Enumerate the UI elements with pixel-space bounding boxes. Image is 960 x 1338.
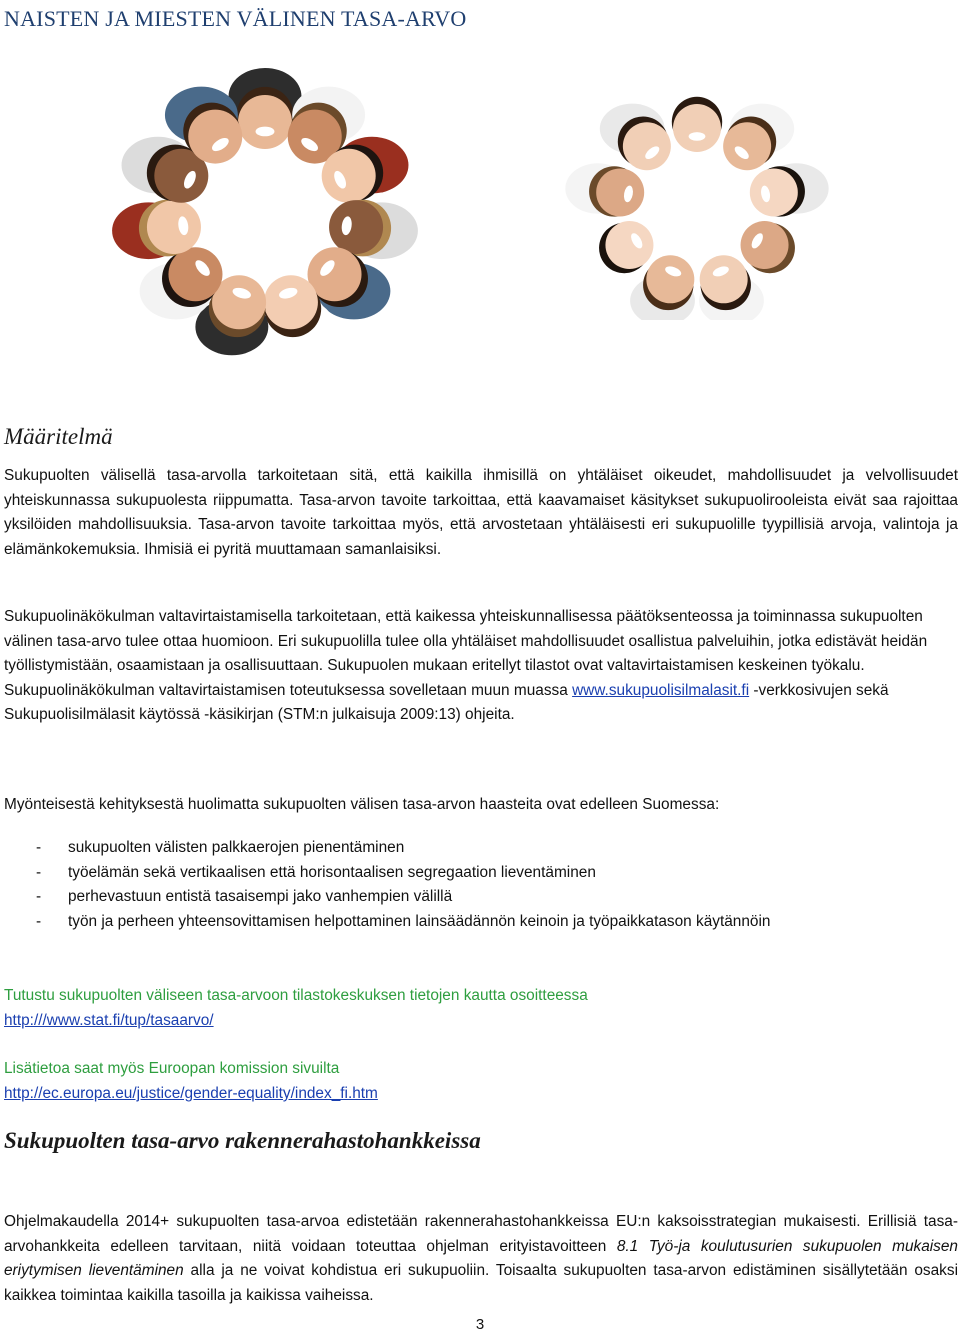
challenges-intro: Myönteisestä kehityksestä huolimatta sukupuolten välisen tasa-arvon haasteita ovat edelleen Suomessa: <box>4 796 720 813</box>
mainstreaming-paragraph <box>4 605 958 728</box>
structural-funds-paragraph: Ohjelmakaudella 2014+ sukupuolten tasa-arvoa edistetään rakennerahastohankkeissa EU:n kaksoisstrategian mukaisesti. Erillisiä tasa-arvohankkeita edelleen tarvitaan, niitä voidaan toteuttaa ohjelman erityistavoitteen 8.1 Työ-ja koulutusurien sukupuolen mukaisen eriytymisen lieventäminen alla ja ne voivat kohdistua eri sukupuoliin. Toisaalta sukupuolten tasa-arvon edistäminen sisällytetään osaksi kaikkea toimintaa kaikilla tasoilla ja kaikissa vaiheissa. <box>4 1213 958 1304</box>
list-item: - sukupuolten välisten palkkaerojen pienentäminen <box>4 836 770 861</box>
list-item: - perhevastuun entistä tasaisempi jako vanhempien välillä <box>4 885 770 910</box>
definition-paragraph: Sukupuolten välisellä tasa-arvolla tarkoitetaan sitä, että kaikilla ihmisillä on yhtäläiset oikeudet, mahdollisuudet ja velvollisuudet yhteiskunnassa sukupuolesta riippumatta. Tasa-arvon tavoite tarkoittaa, että kaavamaiset käsitykset sukupuolirooleista eivät saa rajoittaa yksilöiden mahdollisuuksia. Tasa-arvon tavoite tarkoittaa myös, että arvostetaan yhtäläisesti eri sukupuolille tyypillisiä arvoja, valintoja ja elämänkokemuksia. Ihmisiä ei pyritä muuttamaan samanlaisiksi. <box>4 467 958 558</box>
bullet-dash: - <box>36 912 42 930</box>
mainstreaming-text-start: Sukupuolinäkökulman valtavirtaistamisella tarkoitetaan, että kaikessa yhteiskunnallisessa päätöksenteossa ja toiminnassa sukupuolten välinen tasa-arvo tulee ottaa huomioon. Eri sukupuolilla tulee olla yhtäläiset mahdollisuudet osallistua palveluihin, jotka edistävät heidän työllistymistään, osaamistaan ja osallisuuttaan. Sukupuolen mukaan eritellyt tilastot ovat valtavirtaistamisen keskeinen työkalu. Sukupuolinäkökulman valtavirtaistamisen toteutuksessa sovelletaan muun muassa <box>4 608 928 699</box>
sukupuolisilmalasit-link[interactable]: www.sukupuolisilmalasit.fi <box>572 681 750 699</box>
list-item: - työelämän sekä vertikaalisen että horisontaalisen segregaation lieventäminen <box>4 861 770 886</box>
children-circle-photo <box>548 92 846 320</box>
section-heading-definition: Määritelmä <box>4 424 113 449</box>
mainstreaming-text-end: -verkkosivujen sekä Sukupuolisilmälasit käytössä -käsikirjan (STM:n julkaisuja 2009:13) ohjeita. <box>4 681 889 724</box>
objective-name: 8.1 Työ-ja koulutusurien sukupuolen mukaisen eriytymisen lieventäminen <box>4 1237 958 1280</box>
stat-link-intro: Tutustu sukupuolten väliseen tasa-arvoon tilastokeskuksen tietojen kautta osoitteessa <box>4 987 588 1004</box>
stat-link[interactable]: http:///www.stat.fi/tup/tasaarvo/ <box>4 1012 214 1029</box>
bullet-dash: - <box>36 888 42 906</box>
eu-link-intro: Lisätietoa saat myös Euroopan komission sivuilta <box>4 1060 340 1077</box>
page-number: 3 <box>475 1316 485 1333</box>
page-title: NAISTEN JA MIESTEN VÄLINEN TASA-ARVO <box>4 6 467 31</box>
bullet-dash: - <box>36 863 42 881</box>
bullet-dash: - <box>36 839 42 856</box>
challenges-list <box>4 836 770 934</box>
section-heading-structural-funds: Sukupuolten tasa-arvo rakennerahastohankkeissa <box>4 1128 481 1153</box>
eu-link[interactable]: http://ec.europa.eu/justice/gender-equality/index_fi.htm <box>4 1085 378 1102</box>
list-item: - työn ja perheen yhteensovittamisen helpottaminen lainsäädännön keinoin ja työpaikkatason käytännöin <box>4 910 770 935</box>
people-circle-photo <box>104 62 426 362</box>
